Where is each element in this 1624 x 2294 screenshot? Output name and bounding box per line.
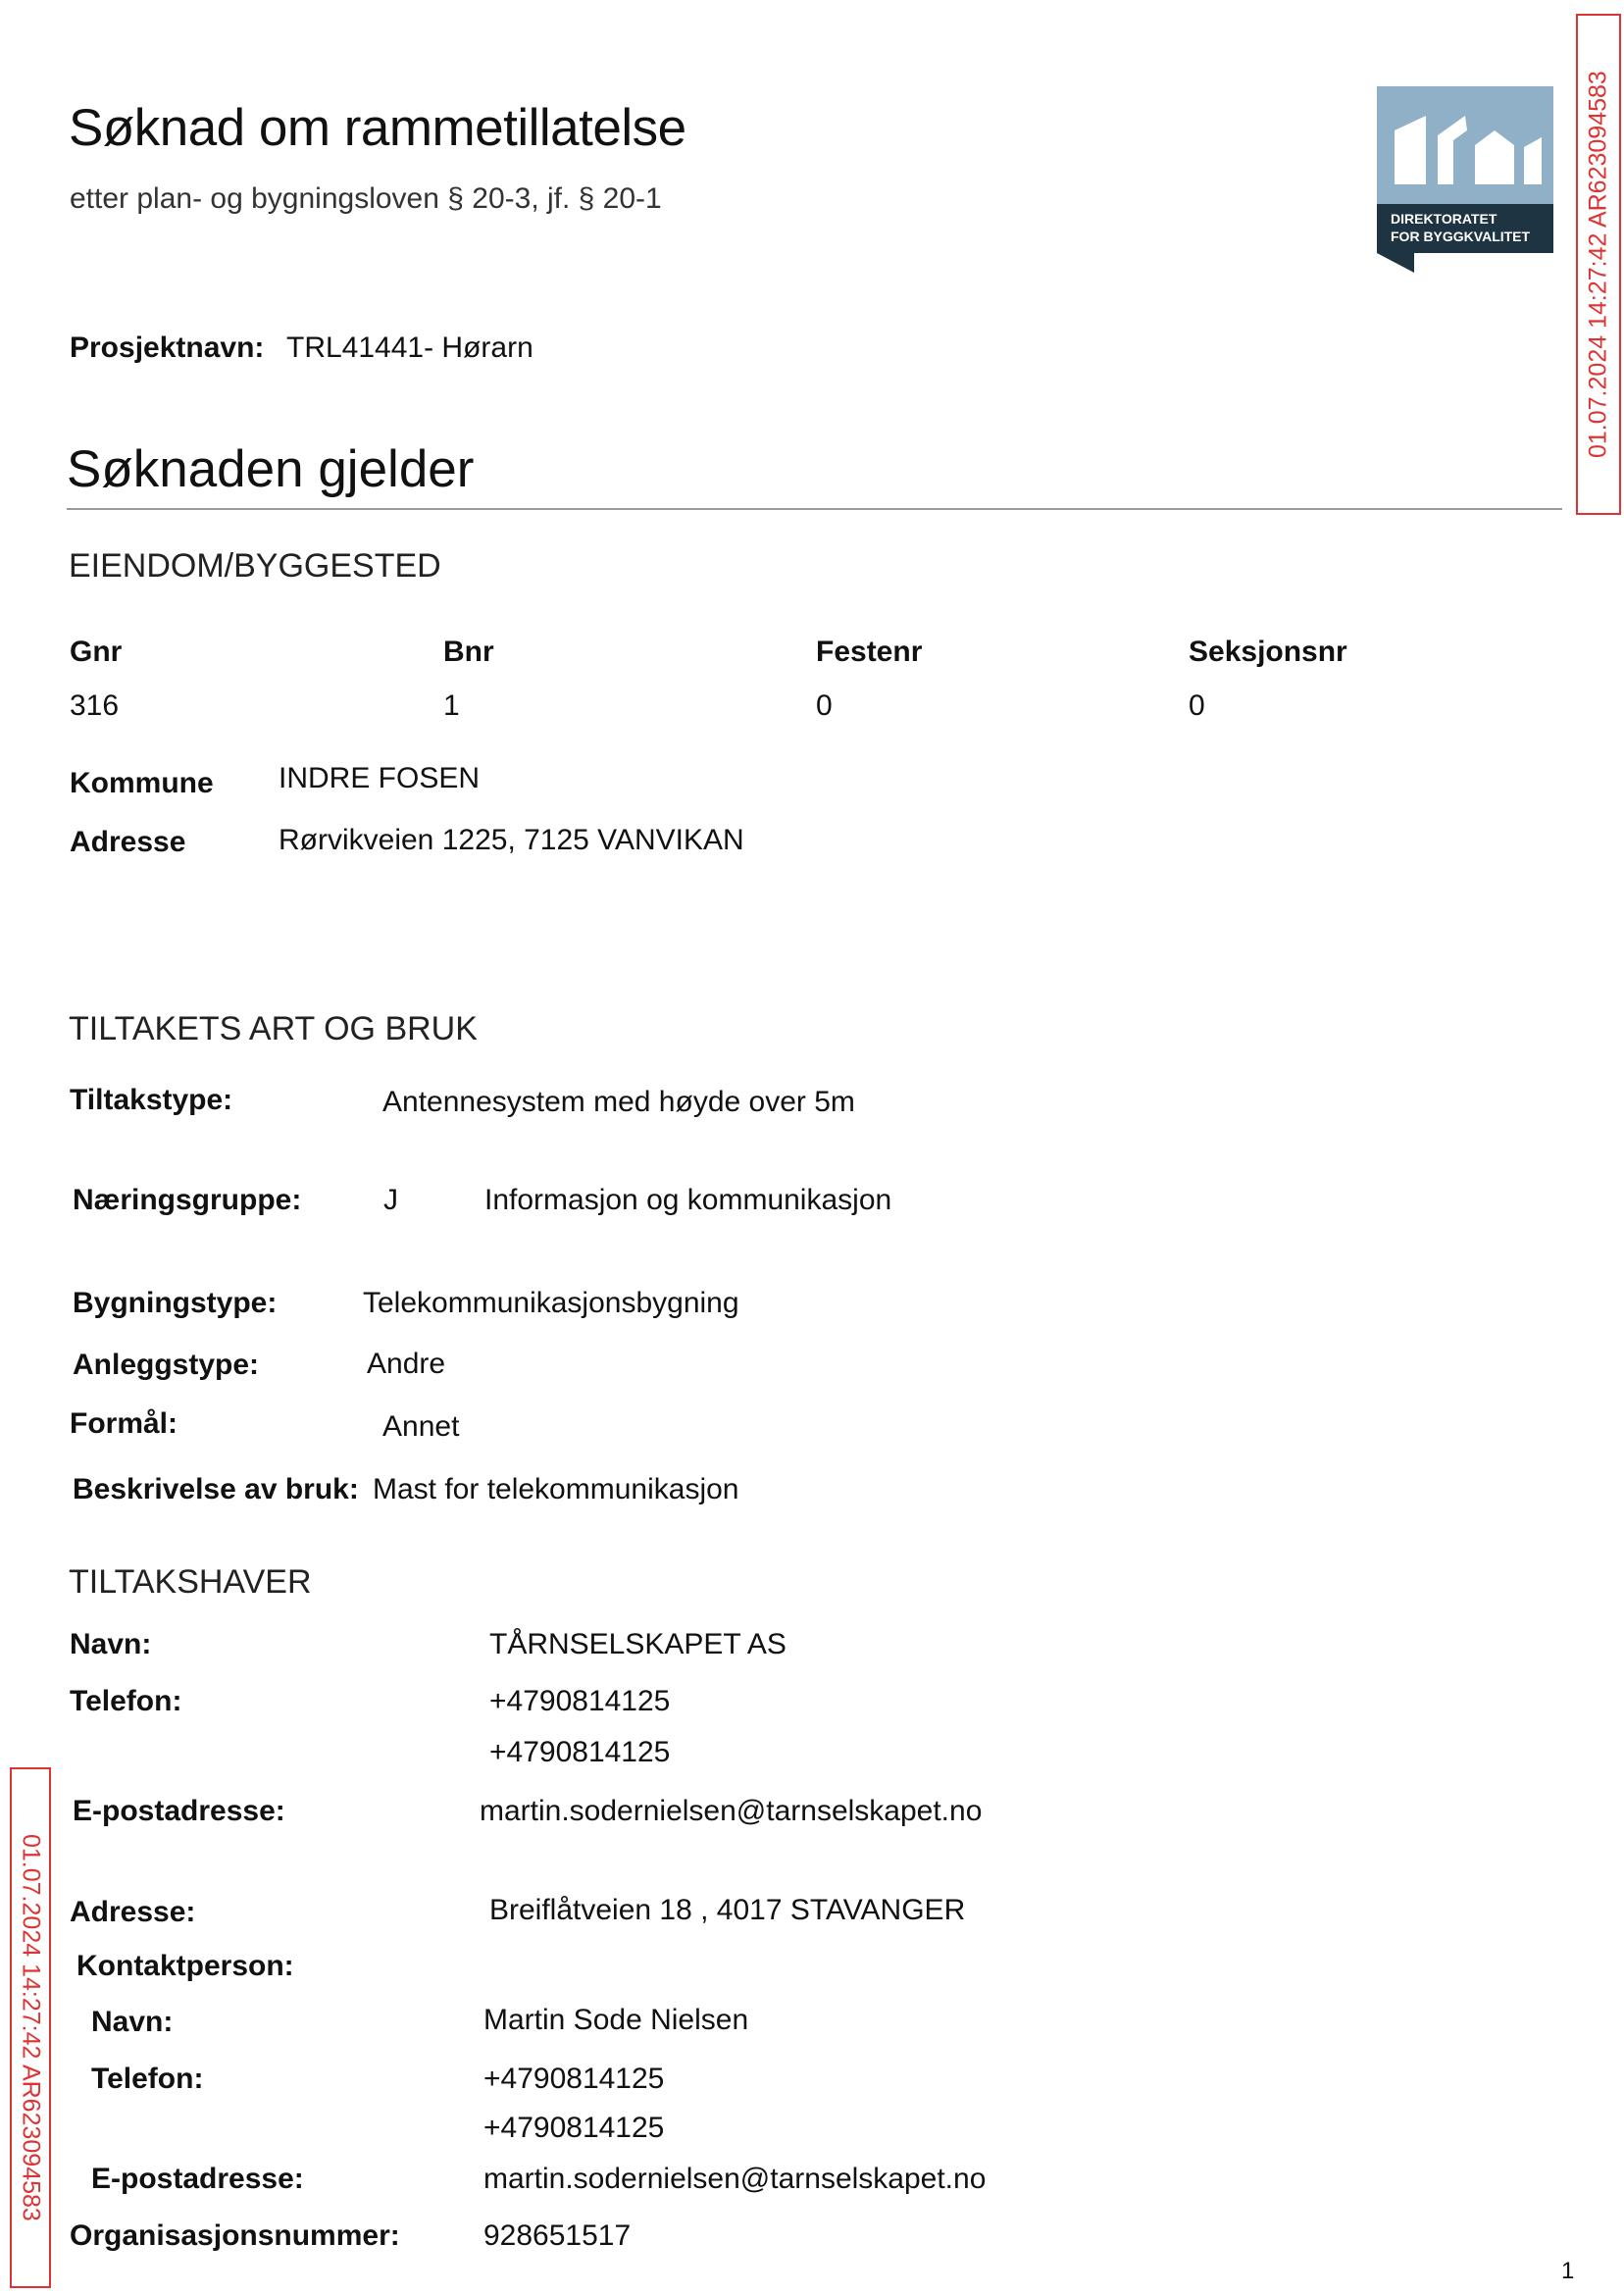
page-title: Søknad om rammetillatelse [69, 99, 686, 157]
timestamp-stamp-top: 01.07.2024 14:27:42 AR623094583 [1576, 14, 1621, 515]
property-address-value: Rørvikveien 1225, 7125 VANVIKAN [279, 824, 744, 856]
contact-name-label: Navn: [91, 2006, 174, 2038]
contact-phone-label: Telefon: [91, 2063, 204, 2095]
logo-text-line2: FOR BYGGKVALITET [1391, 229, 1531, 244]
kommune-value: INDRE FOSEN [279, 762, 481, 794]
tiltakshaver-name-value: TÅRNSELSKAPET AS [489, 1628, 787, 1660]
tiltakshaver-phone-1: +4790814125 [489, 1685, 671, 1717]
naeringsgruppe-value: Informasjon og kommunikasjon [484, 1184, 892, 1216]
dibk-logo [1377, 86, 1553, 273]
tiltakstype-value: Antennesystem med høyde over 5m [382, 1086, 855, 1118]
bnr-value: 1 [443, 689, 460, 722]
tiltakshaver-email-value: martin.sodernielsen@tarnselskapet.no [480, 1795, 983, 1827]
beskrivelse-label: Beskrivelse av bruk: [73, 1473, 359, 1505]
naeringsgruppe-code: J [383, 1184, 398, 1216]
tiltakstype-label: Tiltakstype: [70, 1084, 233, 1116]
project-label: Prosjektnavn: [70, 331, 265, 364]
kommune-label: Kommune [70, 767, 214, 799]
project-value: TRL41441- Hørarn [286, 331, 533, 364]
gnr-label: Gnr [70, 636, 123, 668]
contact-phone-2: +4790814125 [483, 2112, 665, 2144]
timestamp-stamp-left: 01.07.2024 14:27:42 AR623094583 [10, 1767, 51, 2288]
contact-phone-1: +4790814125 [483, 2063, 665, 2095]
section-heading: Søknaden gjelder [67, 440, 475, 498]
logo-text-line1: DIREKTORATET [1391, 211, 1497, 227]
contact-email-label: E-postadresse: [91, 2163, 304, 2195]
org-number-label: Organisasjonsnummer: [70, 2219, 400, 2252]
bnr-label: Bnr [443, 636, 494, 668]
tiltakshaver-address-label: Adresse: [70, 1896, 196, 1928]
naeringsgruppe-label: Næringsgruppe: [73, 1184, 302, 1216]
festenr-label: Festenr [816, 636, 923, 668]
beskrivelse-value: Mast for telekommunikasjon [373, 1473, 739, 1505]
tiltakshaver-address-value: Breiflåtveien 18 , 4017 STAVANGER [489, 1894, 966, 1926]
formal-label: Formål: [70, 1407, 178, 1440]
festenr-value: 0 [816, 689, 833, 722]
section-divider [67, 508, 1562, 510]
bygningstype-label: Bygningstype: [73, 1287, 278, 1319]
page-subtitle: etter plan- og bygningsloven § 20-3, jf. § 20-1 [70, 182, 662, 215]
tiltakshaver-phone-2: +4790814125 [489, 1736, 671, 1768]
tiltakshaver-heading: TILTAKSHAVER [69, 1563, 312, 1601]
contact-name-value: Martin Sode Nielsen [483, 2004, 749, 2036]
formal-value: Annet [382, 1410, 460, 1443]
contact-person-label: Kontaktperson: [76, 1950, 294, 1982]
bygningstype-value: Telekommunikasjonsbygning [363, 1287, 739, 1319]
anleggstype-label: Anleggstype: [73, 1349, 260, 1381]
contact-email-value: martin.sodernielsen@tarnselskapet.no [483, 2163, 987, 2195]
tiltakshaver-phone-label: Telefon: [70, 1685, 182, 1717]
gnr-value: 316 [70, 689, 120, 722]
anleggstype-value: Andre [367, 1348, 446, 1380]
tiltakshaver-email-label: E-postadresse: [73, 1795, 285, 1827]
property-address-label: Adresse [70, 826, 186, 858]
tiltakshaver-name-label: Navn: [70, 1628, 152, 1660]
seksjonsnr-label: Seksjonsnr [1189, 636, 1347, 668]
page-number: 1 [1561, 2258, 1575, 2284]
property-heading: EIENDOM/BYGGESTED [69, 547, 441, 585]
org-number-value: 928651517 [483, 2219, 632, 2252]
seksjonsnr-value: 0 [1189, 689, 1205, 722]
tiltak-heading: TILTAKETS ART OG BRUK [69, 1010, 478, 1047]
